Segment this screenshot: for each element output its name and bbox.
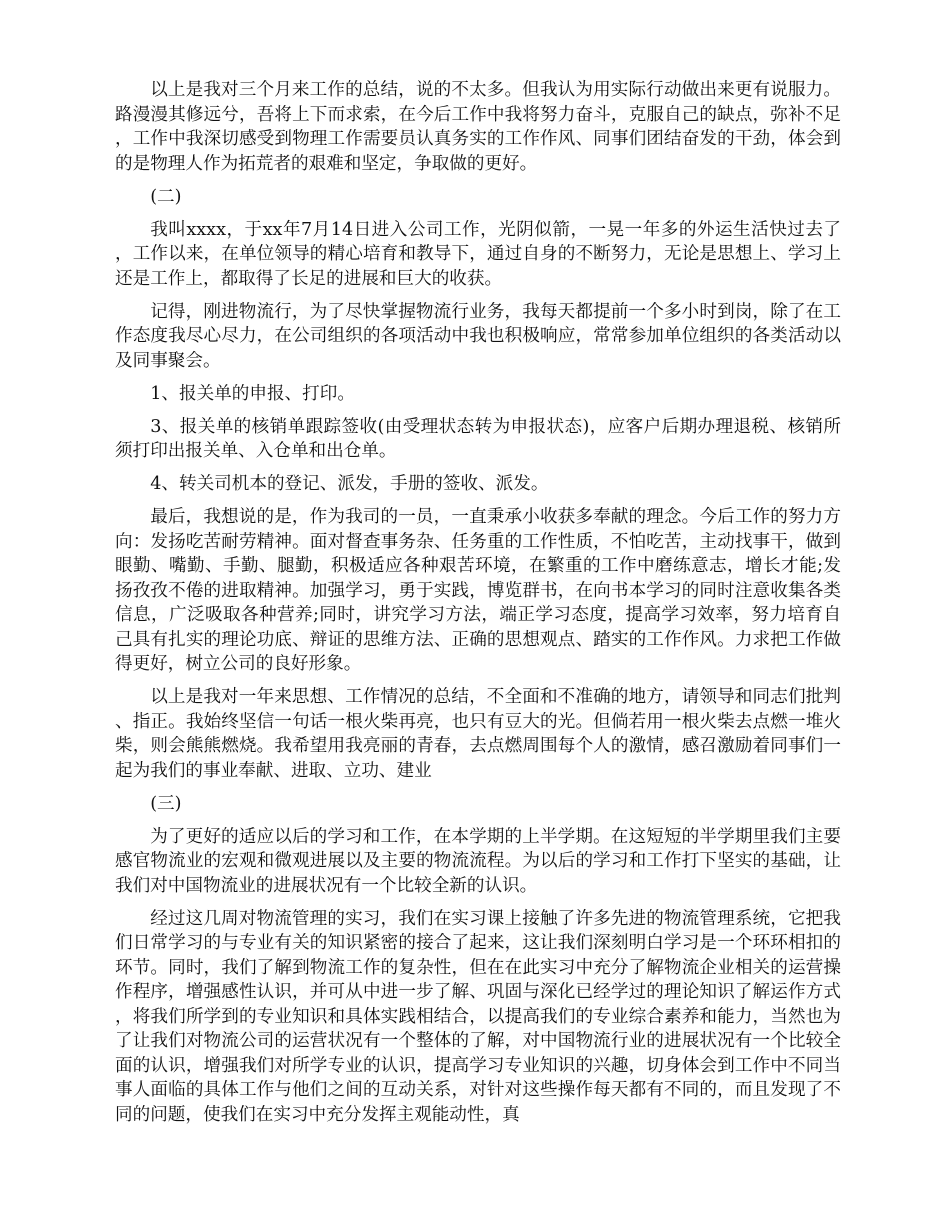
list-item-3: 3、报关单的核销单跟踪签收(由受理状态转为申报状态)，应客户后期办理退税、核销所须打印出报关单、入仓单和出仓单。 xyxy=(115,416,841,461)
paragraph-summary-three-months: 以上是我对三个月来工作的总结，说的不太多。但我认为用实际行动做出来更有说服力。路漫漫其修远兮，吾将上下而求索，在今后工作中我将努力奋斗，克服自己的缺点，弥补不足，工作中我深切感受到物理工作需要员认真务实的工作作风、同事们团结奋发的干劲，体会到的是物理人作为拓荒者的艰难和坚定，争取做的更好。 xyxy=(115,80,841,174)
list-item-4: 4、转关司机本的登记、派发，手册的签收、派发。 xyxy=(150,474,549,494)
section-heading-two: (二) xyxy=(150,186,182,207)
paragraph-intro-joining: 我叫xxxx，于xx年7月14日进入公司工作，光阴似箭，一晃一年多的外运生活快过去了，工作以来，在单位领导的精心培育和教导下，通过自身的不断努力，无论是思想上、学习上还是工作上，都取得了长足的进展和巨大的收获。 xyxy=(115,219,841,289)
paragraph-early-days: 记得，刚进物流行，为了尽快掌握物流行业务，我每天都提前一个多小时到岗，除了在工作态度我尽心尽力，在公司组织的各项活动中我也积极响应，常常参加单位组织的各类活动以及同事聚会。 xyxy=(115,301,841,371)
paragraph-semester-intro: 为了更好的适应以后的学习和工作，在本学期的上半学期。在这短短的半学期里我们主要感官物流业的宏观和微观进展以及主要的物流流程。为以后的学习和工作打下坚实的基础，让我们对中国物流业的进展状况有一个比较全新的认识。 xyxy=(115,826,841,896)
section-heading-three: (三) xyxy=(150,793,182,814)
paragraph-year-summary: 以上是我对一年来思想、工作情况的总结，不全面和不准确的地方，请领导和同志们批判、指正。我始终坚信一句话一根火柴再亮，也只有豆大的光。但倘若用一根火柴去点燃一堆火柴，则会熊熊燃烧。我希望用我亮丽的青春，去点燃周围每个人的激情，感召激励着同事们一起为我们的事业奉献、进取、立功、建业 xyxy=(115,687,841,781)
paragraph-internship: 经过这几周对物流管理的实习，我们在实习课上接触了许多先进的物流管理系统，它把我们日常学习的与专业有关的知识紧密的接合了起来，这让我们深刻明白学习是一个环环相扣的环节。同时，我们了解到物流工作的复杂性，但在在此实习中充分了解物流企业相关的运营操作程序，增强感性认识，并可从中进一步了解、巩固与深化已经学过的理论知识了解运作方式，将我们所学到的专业知识和具体实践相结合，以提高我们的专业综合素养和能力，当然也为了让我们对物流公司的运营状况有一个整体的了解，对中国物流行业的进展状况有一个比较全面的认识，增强我们对所学专业的认识，提高学习专业知识的兴趣，切身体会到工作中不同当事人面临的具体工作与他们之间的互动关系，对针对这些操作每天都有不同的，而且发现了不同的问题，使我们在实习中充分发挥主观能动性，真 xyxy=(115,908,841,1125)
list-item-1: 1、报关单的申报、打印。 xyxy=(150,383,355,404)
paragraph-future-direction: 最后，我想说的是，作为我司的一员，一直秉承小收获多奉献的理念。今后工作的努力方向：发扬吃苦耐劳精神。面对督查事务杂、任务重的工作性质，不怕吃苦，主动找事干，做到眼勤、嘴勤、手勤、腿勤，积极适应各种艰苦环境，在繁重的工作中磨练意志，增长才能;发扬孜孜不倦的进取精神。加强学习，勇于实践，博览群书，在向书本学习的同时注意收集各类信息，广泛吸取各种营养;同时，讲究学习方法，端正学习态度，提高学习效率，努力培育自己具有扎实的理论功底、辩证的思维方法、正确的思想观点、踏实的工作作风。力求把工作做得更好，树立公司的良好形象。 xyxy=(115,507,841,674)
document-body xyxy=(115,78,841,1136)
